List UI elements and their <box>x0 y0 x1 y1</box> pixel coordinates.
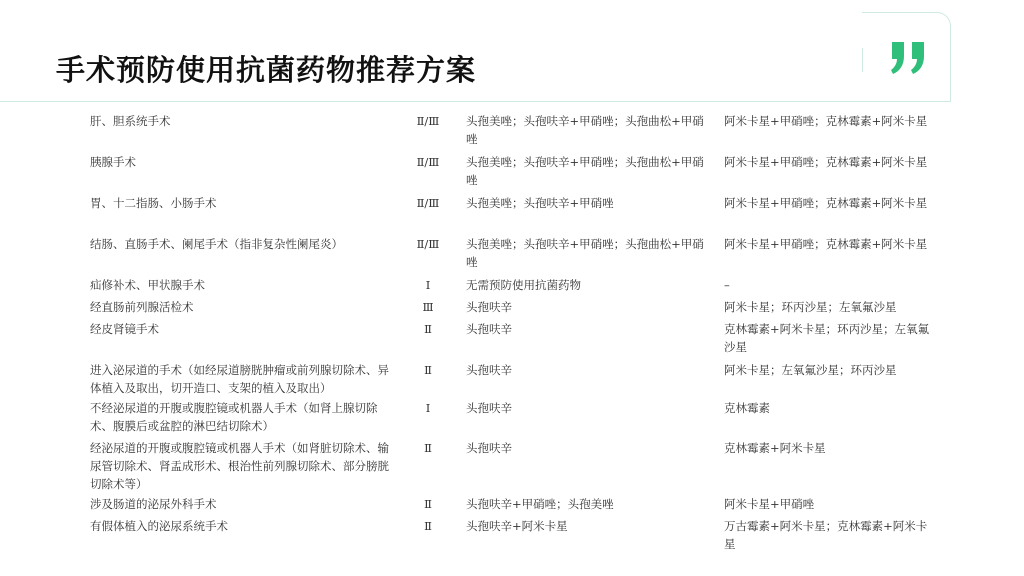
incision-class-cell: Ⅱ <box>424 497 432 511</box>
procedure-cell: 肝、胆系统手术 <box>90 114 171 128</box>
alternative-cell: 阿米卡星；左氧氟沙星；环丙沙星 <box>724 363 897 377</box>
first-choice-cell: 无需预防使用抗菌药物 <box>466 278 581 292</box>
incision-class-cell: Ⅰ <box>425 401 431 415</box>
first-choice-cell: 头孢美唑；头孢呋辛+甲硝唑 <box>466 196 614 210</box>
alternative-cell: 阿米卡星；环丙沙星；左氧氟沙星 <box>724 300 897 314</box>
quote-mark-icon <box>889 40 929 76</box>
procedure-cell: 经皮肾镜手术 <box>90 322 159 336</box>
first-choice-cell: 头孢呋辛 <box>466 441 512 455</box>
table-row <box>84 153 944 194</box>
procedure-cell: 结肠、直肠手术、阑尾手术（指非复杂性阑尾炎） <box>90 237 343 251</box>
alternative-cell: 阿米卡星+甲硝唑 <box>724 497 815 511</box>
incision-class-cell: Ⅱ/Ⅲ <box>416 237 440 251</box>
table-row <box>84 399 944 439</box>
alternative-cell: 阿米卡星+甲硝唑；克林霉素+阿米卡星 <box>724 237 928 251</box>
table-row <box>84 320 944 361</box>
alternative-cell: 克林霉素 <box>724 401 770 415</box>
table-row <box>84 361 944 399</box>
first-choice-cell: 头孢呋辛+甲硝唑；头孢美唑 <box>466 497 614 511</box>
incision-class-cell: Ⅱ/Ⅲ <box>416 114 440 128</box>
first-choice-cell: 头孢美唑；头孢呋辛+甲硝唑；头孢曲松+甲硝唑 <box>466 114 704 146</box>
first-choice-cell: 头孢美唑；头孢呋辛+甲硝唑；头孢曲松+甲硝唑 <box>466 155 704 187</box>
alternative-cell: 阿米卡星+甲硝唑；克林霉素+阿米卡星 <box>724 114 928 128</box>
first-choice-cell: 头孢呋辛 <box>466 322 512 336</box>
procedure-cell: 胰腺手术 <box>90 155 136 169</box>
procedure-cell: 疝修补术、甲状腺手术 <box>90 278 205 292</box>
alternative-cell: 克林霉素+阿米卡星 <box>724 441 826 455</box>
incision-class-cell: Ⅱ/Ⅲ <box>416 155 440 169</box>
alternative-cell: – <box>724 278 730 292</box>
incision-class-cell: Ⅰ <box>425 278 431 292</box>
incision-class-cell: Ⅱ/Ⅲ <box>416 196 440 210</box>
alternative-cell: 阿米卡星+甲硝唑；克林霉素+阿米卡星 <box>724 196 928 210</box>
first-choice-cell: 头孢美唑；头孢呋辛+甲硝唑；头孢曲松+甲硝唑 <box>466 237 704 269</box>
procedure-cell: 不经泌尿道的开腹或腹腔镜或机器人手术（如肾上腺切除术、腹膜后或盆腔的淋巴结切除术） <box>90 401 378 433</box>
incision-class-cell: Ⅱ <box>424 322 432 336</box>
table-row <box>84 298 944 320</box>
title-divider <box>0 101 950 102</box>
alternative-cell: 克林霉素+阿米卡星；环丙沙星；左氧氟沙星 <box>724 322 930 354</box>
procedure-cell: 进入泌尿道的手术（如经尿道膀胱肿瘤或前列腺切除术、异体植入及取出，切开造口、支架的植入及取出） <box>90 363 389 395</box>
table-row <box>84 439 944 495</box>
table-row <box>84 495 944 517</box>
first-choice-cell: 头孢呋辛 <box>466 401 512 415</box>
alternative-cell: 阿米卡星+甲硝唑；克林霉素+阿米卡星 <box>724 155 928 169</box>
table-row <box>84 112 944 153</box>
alternative-cell: 万古霉素+阿米卡星；克林霉素+阿米卡星 <box>724 519 928 551</box>
table-row <box>84 194 944 235</box>
procedure-cell: 涉及肠道的泌尿外科手术 <box>90 497 217 511</box>
first-choice-cell: 头孢呋辛+阿米卡星 <box>466 519 568 533</box>
incision-class-cell: Ⅱ <box>424 441 432 455</box>
incision-class-cell: Ⅱ <box>424 363 432 377</box>
table-row <box>84 276 944 298</box>
procedure-cell: 经直肠前列腺活检术 <box>90 300 194 314</box>
first-choice-cell: 头孢呋辛 <box>466 300 512 314</box>
first-choice-cell: 头孢呋辛 <box>466 363 512 377</box>
procedure-cell: 经泌尿道的开腹或腹腔镜或机器人手术（如肾脏切除术、输尿管切除术、肾盂成形术、根治性前列腺切除术、部分膀胱切除术等） <box>90 441 389 491</box>
table-row <box>84 517 944 558</box>
page-title: 手术预防使用抗菌药物推荐方案 <box>56 53 477 87</box>
procedure-cell: 有假体植入的泌尿系统手术 <box>90 519 228 533</box>
regimen-table <box>84 112 944 558</box>
incision-class-cell: Ⅱ <box>424 519 432 533</box>
incision-class-cell: Ⅲ <box>422 300 434 314</box>
quote-card-edge <box>862 48 863 72</box>
procedure-cell: 胃、十二指肠、小肠手术 <box>90 196 217 210</box>
table-row <box>84 235 944 276</box>
